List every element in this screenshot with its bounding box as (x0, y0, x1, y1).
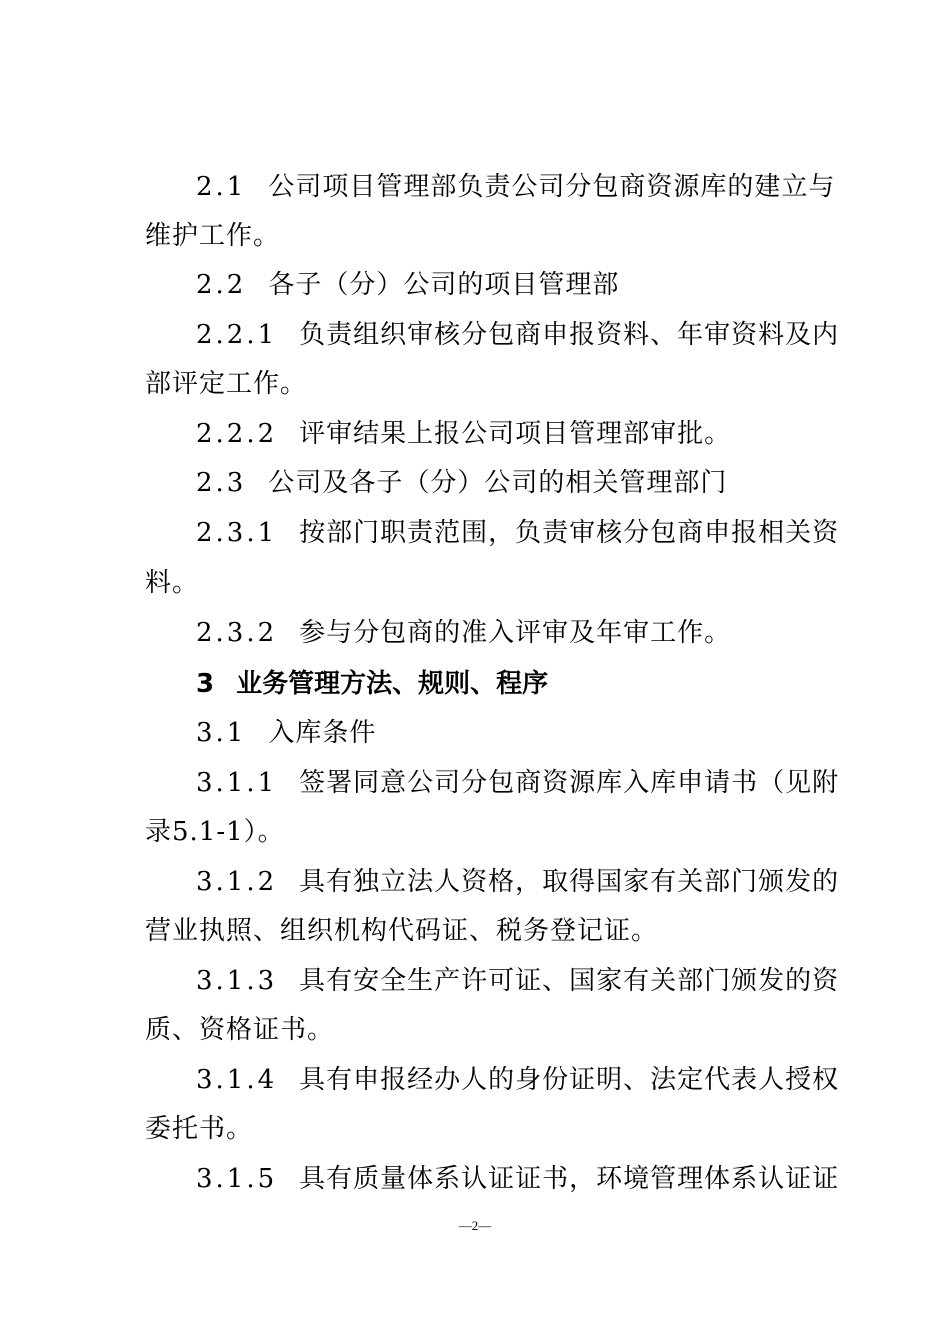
line-text: 营业执照、组织机构代码证、税务登记证。 (145, 916, 659, 946)
heading-text: 业务管理方法、规则、程序 (236, 669, 549, 699)
line-text: 签署同意公司分包商资源库入库申请书（见附 (299, 768, 840, 798)
section-number: 3.1.3 (196, 966, 278, 996)
section-number: 3 (196, 669, 215, 699)
paragraph-line (196, 318, 876, 352)
section-number: 2.2.2 (196, 419, 278, 449)
paragraph-line (196, 1162, 876, 1196)
paragraph-line (145, 219, 825, 253)
line-text: 公司项目管理部负责公司分包商资源库的建立与 (268, 172, 836, 202)
section-number: 2.3 (196, 468, 247, 498)
line-text: 参与分包商的准入评审及年审工作。 (299, 618, 732, 648)
line-text: 录5.1-1）。 (145, 817, 285, 847)
line-text: 具有独立法人资格，取得国家有关部门颁发的 (299, 867, 840, 897)
line-text: 具有质量体系认证证书，环境管理体系认证证 (299, 1164, 840, 1194)
section-number: 2.2 (196, 270, 247, 300)
section-number: 2.3.2 (196, 618, 278, 648)
line-text: 部评定工作。 (145, 369, 308, 399)
paragraph-line (196, 170, 876, 204)
line-text: 具有安全生产许可证、国家有关部门颁发的资 (299, 966, 840, 996)
paragraph-line (196, 716, 876, 750)
line-text: 料。 (145, 568, 200, 598)
section-number: 3.1.5 (196, 1164, 278, 1194)
line-text: 委托书。 (145, 1114, 254, 1144)
section-number: 3.1.1 (196, 768, 278, 798)
section-number: 3.1 (196, 718, 247, 748)
paragraph-line (145, 367, 825, 401)
paragraph-line (145, 566, 825, 600)
line-text: 负责组织审核分包商申报资料、年审资料及内 (299, 320, 840, 350)
line-text: 维护工作。 (145, 221, 281, 251)
section-heading (196, 667, 876, 701)
paragraph-line (196, 417, 876, 451)
paragraph-line (145, 1013, 825, 1047)
paragraph-line (145, 1112, 825, 1146)
section-number: 2.2.1 (196, 320, 278, 350)
paragraph-line (196, 865, 876, 899)
paragraph-line (196, 516, 876, 550)
line-text: 评审结果上报公司项目管理部审批。 (299, 419, 732, 449)
paragraph-line (196, 964, 876, 998)
paragraph-line (196, 616, 876, 650)
page-number: —2— (458, 1218, 492, 1233)
paragraph-line (145, 815, 825, 849)
paragraph-line (196, 766, 876, 800)
section-number: 3.1.2 (196, 867, 278, 897)
paragraph-line (196, 466, 876, 500)
paragraph-line (196, 268, 876, 302)
section-number: 2.1 (196, 172, 247, 202)
line-text: 按部门职责范围，负责审核分包商申报相关资 (299, 518, 840, 548)
paragraph-line (196, 1063, 876, 1097)
line-text: 各子（分）公司的项目管理部 (268, 270, 620, 300)
section-number: 3.1.4 (196, 1065, 278, 1095)
section-number: 2.3.1 (196, 518, 278, 548)
line-text: 具有申报经办人的身份证明、法定代表人授权 (299, 1065, 840, 1095)
line-text: 公司及各子（分）公司的相关管理部门 (268, 468, 728, 498)
paragraph-line (145, 914, 825, 948)
line-text: 入库条件 (268, 718, 377, 748)
line-text: 质、资格证书。 (145, 1015, 335, 1045)
